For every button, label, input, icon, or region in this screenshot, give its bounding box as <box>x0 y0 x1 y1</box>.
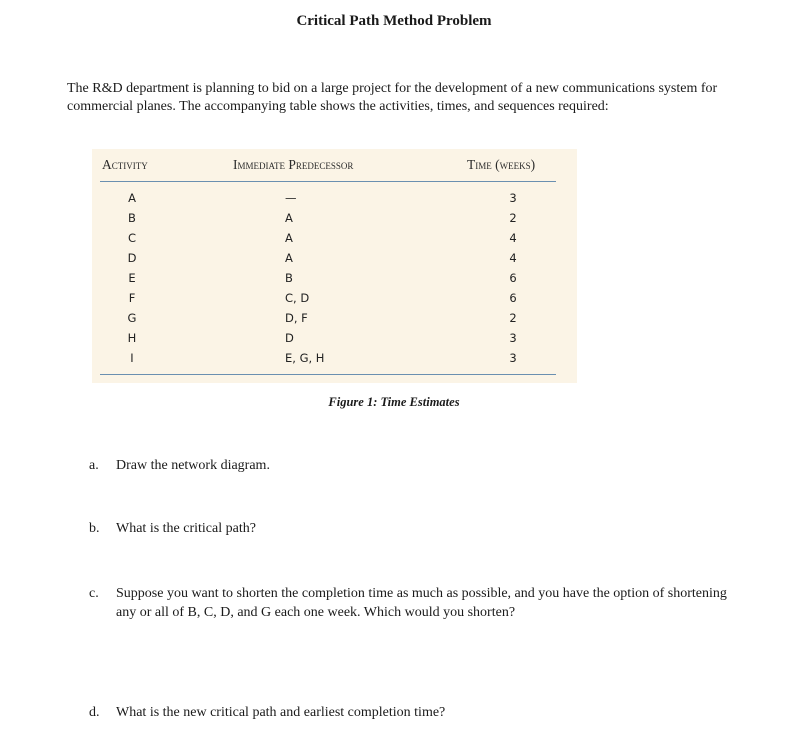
predecessor-cell: C, D <box>285 291 310 305</box>
table-row <box>92 331 577 351</box>
time-cell: 3 <box>509 331 517 345</box>
predecessor-cell: D <box>285 331 294 345</box>
time-cell: 2 <box>509 311 517 325</box>
predecessor-cell: A <box>285 251 293 265</box>
question-label: d. <box>89 705 100 720</box>
question-label: a. <box>89 458 99 473</box>
header-predecessor: Immediate Predecessor <box>233 157 354 172</box>
intro-paragraph: The R&D department is planning to bid on a large project for the development of a new communications system for commercial planes. The accompanying table shows the activities, times, and sequences required: <box>67 81 718 114</box>
activity-cell: C <box>127 231 137 245</box>
activity-table <box>92 149 577 383</box>
activity-cell: F <box>128 291 136 305</box>
time-cell: 4 <box>509 231 517 245</box>
table-row <box>92 351 577 371</box>
activity-cell: B <box>128 211 136 225</box>
time-cell: 2 <box>509 211 517 225</box>
question-a <box>89 456 739 475</box>
table-top-rule <box>100 181 556 182</box>
predecessor-cell: — <box>285 191 297 205</box>
figure-caption: Figure 1: Time Estimates <box>328 395 460 409</box>
activity-cell: E <box>128 271 136 285</box>
activity-cell: H <box>127 331 137 345</box>
time-cell: 3 <box>509 191 517 205</box>
question-c <box>89 584 739 622</box>
table-row <box>92 291 577 311</box>
question-label: b. <box>89 521 100 536</box>
time-cell: 4 <box>509 251 517 265</box>
activity-cell: I <box>130 351 134 365</box>
table-row <box>92 191 577 211</box>
predecessor-cell: D, F <box>285 311 308 325</box>
table-row <box>92 231 577 251</box>
table-row <box>92 211 577 231</box>
question-text: What is the new critical path and earliest completion time? <box>116 705 446 720</box>
page-title: Critical Path Method Problem <box>296 13 492 29</box>
table-row <box>92 311 577 331</box>
predecessor-cell: E, G, H <box>285 351 325 365</box>
header-time: Time (weeks) <box>467 157 536 172</box>
table-row <box>92 251 577 271</box>
question-label: c. <box>89 586 99 601</box>
header-activity: Activity <box>102 157 148 172</box>
time-cell: 6 <box>509 291 517 305</box>
time-cell: 3 <box>509 351 517 365</box>
activity-cell: A <box>128 191 136 205</box>
question-d <box>89 703 739 722</box>
predecessor-cell: B <box>285 271 293 285</box>
question-b <box>89 519 739 538</box>
time-cell: 6 <box>509 271 517 285</box>
predecessor-cell: A <box>285 211 293 225</box>
activity-cell: G <box>127 311 137 325</box>
table-row <box>92 271 577 291</box>
question-text: What is the critical path? <box>116 521 256 536</box>
predecessor-cell: A <box>285 231 293 245</box>
activity-cell: D <box>127 251 137 265</box>
question-text: Draw the network diagram. <box>116 458 270 473</box>
question-text: Suppose you want to shorten the completion time as much as possible, and you have the option of shortening any or all of B, C, D, and G each one week. Which would you shorten? <box>116 586 727 620</box>
table-bottom-rule <box>100 374 556 375</box>
